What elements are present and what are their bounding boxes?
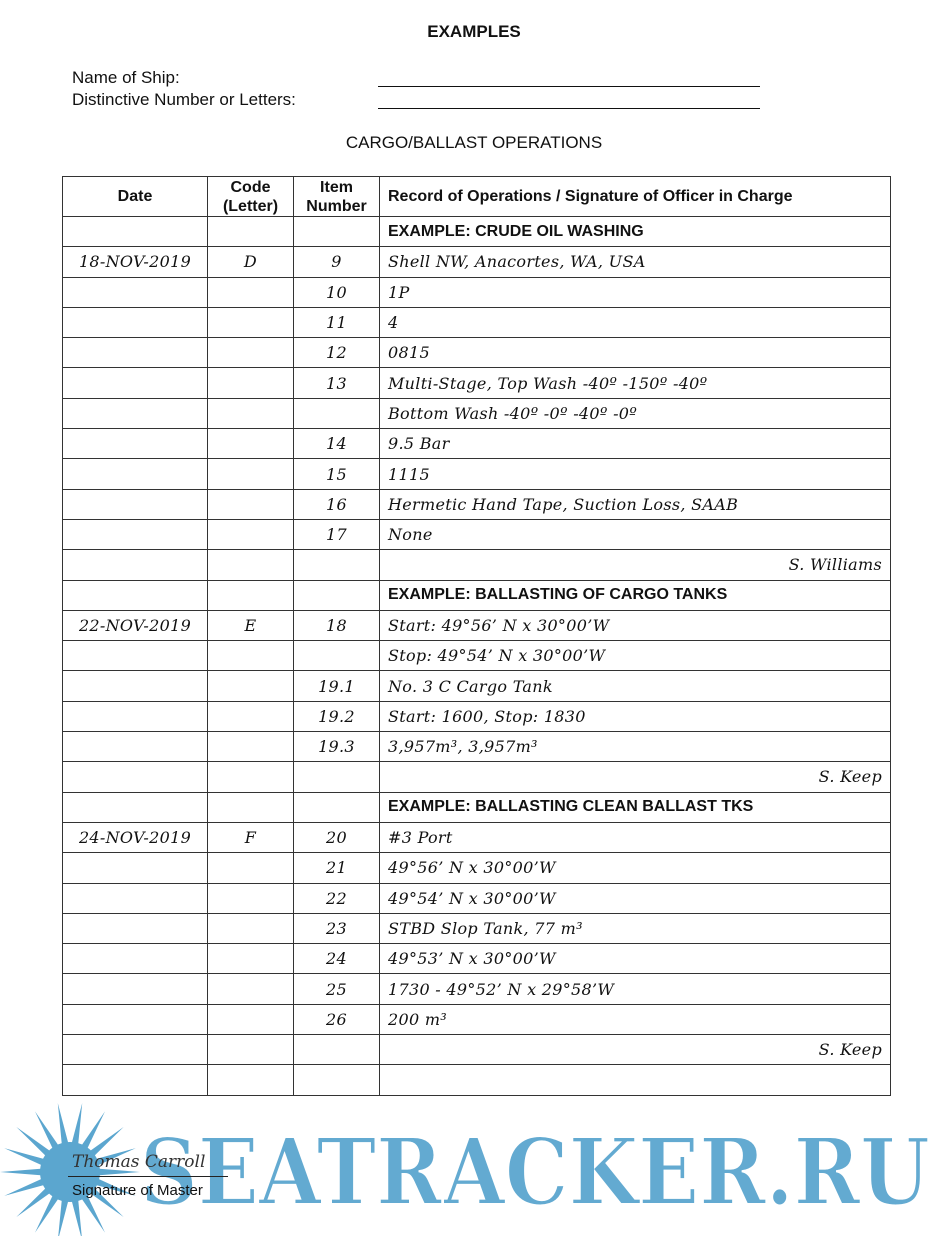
code-cell [208, 368, 294, 398]
sun-ray [4, 1148, 45, 1166]
table-row [63, 944, 891, 974]
table-header-row [63, 177, 891, 217]
sun-ray [58, 1199, 69, 1236]
record-cell: 49°54’ N x 30°00’W [380, 883, 891, 913]
date-cell [63, 580, 208, 610]
record-cell: #3 Port [380, 822, 891, 852]
item-number-cell: 14 [294, 429, 380, 459]
item-number-cell: 15 [294, 459, 380, 489]
table-row [63, 974, 891, 1004]
record-cell: Shell NW, Anacortes, WA, USA [380, 247, 891, 277]
code-cell [208, 671, 294, 701]
master-signature-label: Signature of Master [72, 1182, 203, 1199]
date-cell [63, 913, 208, 943]
table-row [63, 519, 891, 549]
table-row [63, 822, 891, 852]
item-number-cell: 24 [294, 944, 380, 974]
table-row [63, 1004, 891, 1034]
record-cell [380, 1065, 891, 1095]
date-cell [63, 338, 208, 368]
table-row [63, 732, 891, 762]
item-number-cell: 21 [294, 853, 380, 883]
item-number-cell [294, 792, 380, 822]
code-cell [208, 853, 294, 883]
item-number-cell [294, 217, 380, 247]
code-cell [208, 883, 294, 913]
item-number-cell: 25 [294, 974, 380, 1004]
table-row [63, 429, 891, 459]
item-number-cell: 11 [294, 307, 380, 337]
code-cell [208, 1065, 294, 1095]
column-header-date: Date [63, 177, 208, 217]
code-cell [208, 519, 294, 549]
table-row [63, 277, 891, 307]
table-row [63, 307, 891, 337]
code-cell: E [208, 610, 294, 640]
record-cell: None [380, 519, 891, 549]
code-cell: F [208, 822, 294, 852]
date-cell [63, 277, 208, 307]
item-number-cell: 17 [294, 519, 380, 549]
date-cell [63, 944, 208, 974]
code-cell [208, 338, 294, 368]
date-cell [63, 671, 208, 701]
table-row [63, 247, 891, 277]
date-cell [63, 398, 208, 428]
item-number-cell: 19.2 [294, 701, 380, 731]
operations-table [62, 176, 891, 1096]
date-cell [63, 489, 208, 519]
item-number-cell [294, 762, 380, 792]
sun-ray [4, 1178, 45, 1196]
table-row [63, 762, 891, 792]
item-number-cell: 22 [294, 883, 380, 913]
date-cell [63, 1035, 208, 1065]
record-cell: 0815 [380, 338, 891, 368]
date-cell [63, 429, 208, 459]
item-number-cell: 26 [294, 1004, 380, 1034]
record-cell: S. Williams [380, 550, 891, 580]
column-header-record: Record of Operations / Signature of Officer in Charge [380, 177, 891, 217]
date-cell [63, 217, 208, 247]
code-cell [208, 398, 294, 428]
record-cell: 3,957m³, 3,957m³ [380, 732, 891, 762]
column-header-item: Item Number [294, 177, 380, 217]
item-number-cell [294, 1035, 380, 1065]
code-cell [208, 913, 294, 943]
table-row [63, 550, 891, 580]
item-number-cell [294, 580, 380, 610]
date-cell [63, 307, 208, 337]
section-title: CARGO/BALLAST OPERATIONS [345, 133, 603, 152]
item-number-cell: 16 [294, 489, 380, 519]
master-signature-line [68, 1176, 228, 1177]
item-number-cell: 9 [294, 247, 380, 277]
code-cell [208, 1004, 294, 1034]
code-cell [208, 459, 294, 489]
code-cell [208, 792, 294, 822]
distinctive-number-label: Distinctive Number or Letters: [72, 90, 296, 109]
code-cell [208, 580, 294, 610]
record-cell: 49°53’ N x 30°00’W [380, 944, 891, 974]
record-cell: EXAMPLE: BALLASTING CLEAN BALLAST TKS [380, 792, 891, 822]
code-cell [208, 762, 294, 792]
date-cell [63, 853, 208, 883]
sun-ray [58, 1103, 69, 1145]
table-row [63, 792, 891, 822]
table-row [63, 883, 891, 913]
date-cell [63, 550, 208, 580]
date-cell [63, 974, 208, 1004]
record-cell: EXAMPLE: CRUDE OIL WASHING [380, 217, 891, 247]
record-cell: Stop: 49°54’ N x 30°00’W [380, 641, 891, 671]
date-cell [63, 641, 208, 671]
item-number-cell: 23 [294, 913, 380, 943]
date-cell [63, 1004, 208, 1034]
table-row [63, 610, 891, 640]
item-number-cell: 12 [294, 338, 380, 368]
code-cell [208, 550, 294, 580]
code-cell [208, 307, 294, 337]
table-row [63, 338, 891, 368]
record-cell: 1P [380, 277, 891, 307]
item-number-cell [294, 641, 380, 671]
item-number-cell: 18 [294, 610, 380, 640]
table-row [63, 580, 891, 610]
date-cell: 24-NOV-2019 [63, 822, 208, 852]
record-cell: Hermetic Hand Tape, Suction Loss, SAAB [380, 489, 891, 519]
distinctive-number-field [378, 108, 760, 109]
code-cell [208, 641, 294, 671]
record-cell: 1730 - 49°52’ N x 29°58’W [380, 974, 891, 1004]
code-cell [208, 429, 294, 459]
record-cell: EXAMPLE: BALLASTING OF CARGO TANKS [380, 580, 891, 610]
table-row [63, 701, 891, 731]
table-row [63, 913, 891, 943]
date-cell [63, 883, 208, 913]
date-cell [63, 701, 208, 731]
code-cell [208, 732, 294, 762]
date-cell: 22-NOV-2019 [63, 610, 208, 640]
table-row [63, 217, 891, 247]
sun-ray [0, 1169, 42, 1176]
record-cell: 49°56’ N x 30°00’W [380, 853, 891, 883]
table-row [63, 671, 891, 701]
item-number-cell [294, 550, 380, 580]
table-body [63, 217, 891, 1096]
code-cell [208, 489, 294, 519]
ship-name-label: Name of Ship: [72, 68, 180, 87]
code-cell [208, 701, 294, 731]
master-signature: Thomas Carroll [72, 1152, 206, 1172]
table-row [63, 1035, 891, 1065]
code-cell [208, 974, 294, 1004]
record-cell: S. Keep [380, 1035, 891, 1065]
record-cell: Multi-Stage, Top Wash -40º -150º -40º [380, 368, 891, 398]
date-cell [63, 519, 208, 549]
date-cell [63, 1065, 208, 1095]
item-number-cell: 20 [294, 822, 380, 852]
code-cell [208, 277, 294, 307]
sun-ray [72, 1103, 83, 1145]
date-cell [63, 732, 208, 762]
sun-ray [72, 1199, 83, 1236]
item-number-cell: 10 [294, 277, 380, 307]
record-cell: 1115 [380, 459, 891, 489]
code-cell [208, 944, 294, 974]
page-title: EXAMPLES [427, 22, 521, 41]
record-cell: No. 3 C Cargo Tank [380, 671, 891, 701]
table-row [63, 489, 891, 519]
date-cell [63, 792, 208, 822]
code-cell [208, 217, 294, 247]
item-number-cell [294, 398, 380, 428]
record-cell: S. Keep [380, 762, 891, 792]
date-cell [63, 459, 208, 489]
watermark-text: SEATRACKER.RU [140, 1118, 930, 1226]
date-cell [63, 762, 208, 792]
record-cell: 9.5 Bar [380, 429, 891, 459]
record-cell: STBD Slop Tank, 77 m³ [380, 913, 891, 943]
record-cell: 200 m³ [380, 1004, 891, 1034]
column-header-code: Code (Letter) [208, 177, 294, 217]
table-row [63, 1065, 891, 1095]
date-cell [63, 368, 208, 398]
record-cell: Bottom Wash -40º -0º -40º -0º [380, 398, 891, 428]
table-row [63, 853, 891, 883]
item-number-cell: 19.1 [294, 671, 380, 701]
table-row [63, 398, 891, 428]
item-number-cell [294, 1065, 380, 1095]
code-cell [208, 1035, 294, 1065]
item-number-cell: 13 [294, 368, 380, 398]
item-number-cell: 19.3 [294, 732, 380, 762]
table-row [63, 459, 891, 489]
table-row [63, 368, 891, 398]
record-cell: 4 [380, 307, 891, 337]
ship-name-field [378, 86, 760, 87]
table-row [63, 641, 891, 671]
record-cell: Start: 1600, Stop: 1830 [380, 701, 891, 731]
code-cell: D [208, 247, 294, 277]
record-cell: Start: 49°56’ N x 30°00’W [380, 610, 891, 640]
date-cell: 18-NOV-2019 [63, 247, 208, 277]
